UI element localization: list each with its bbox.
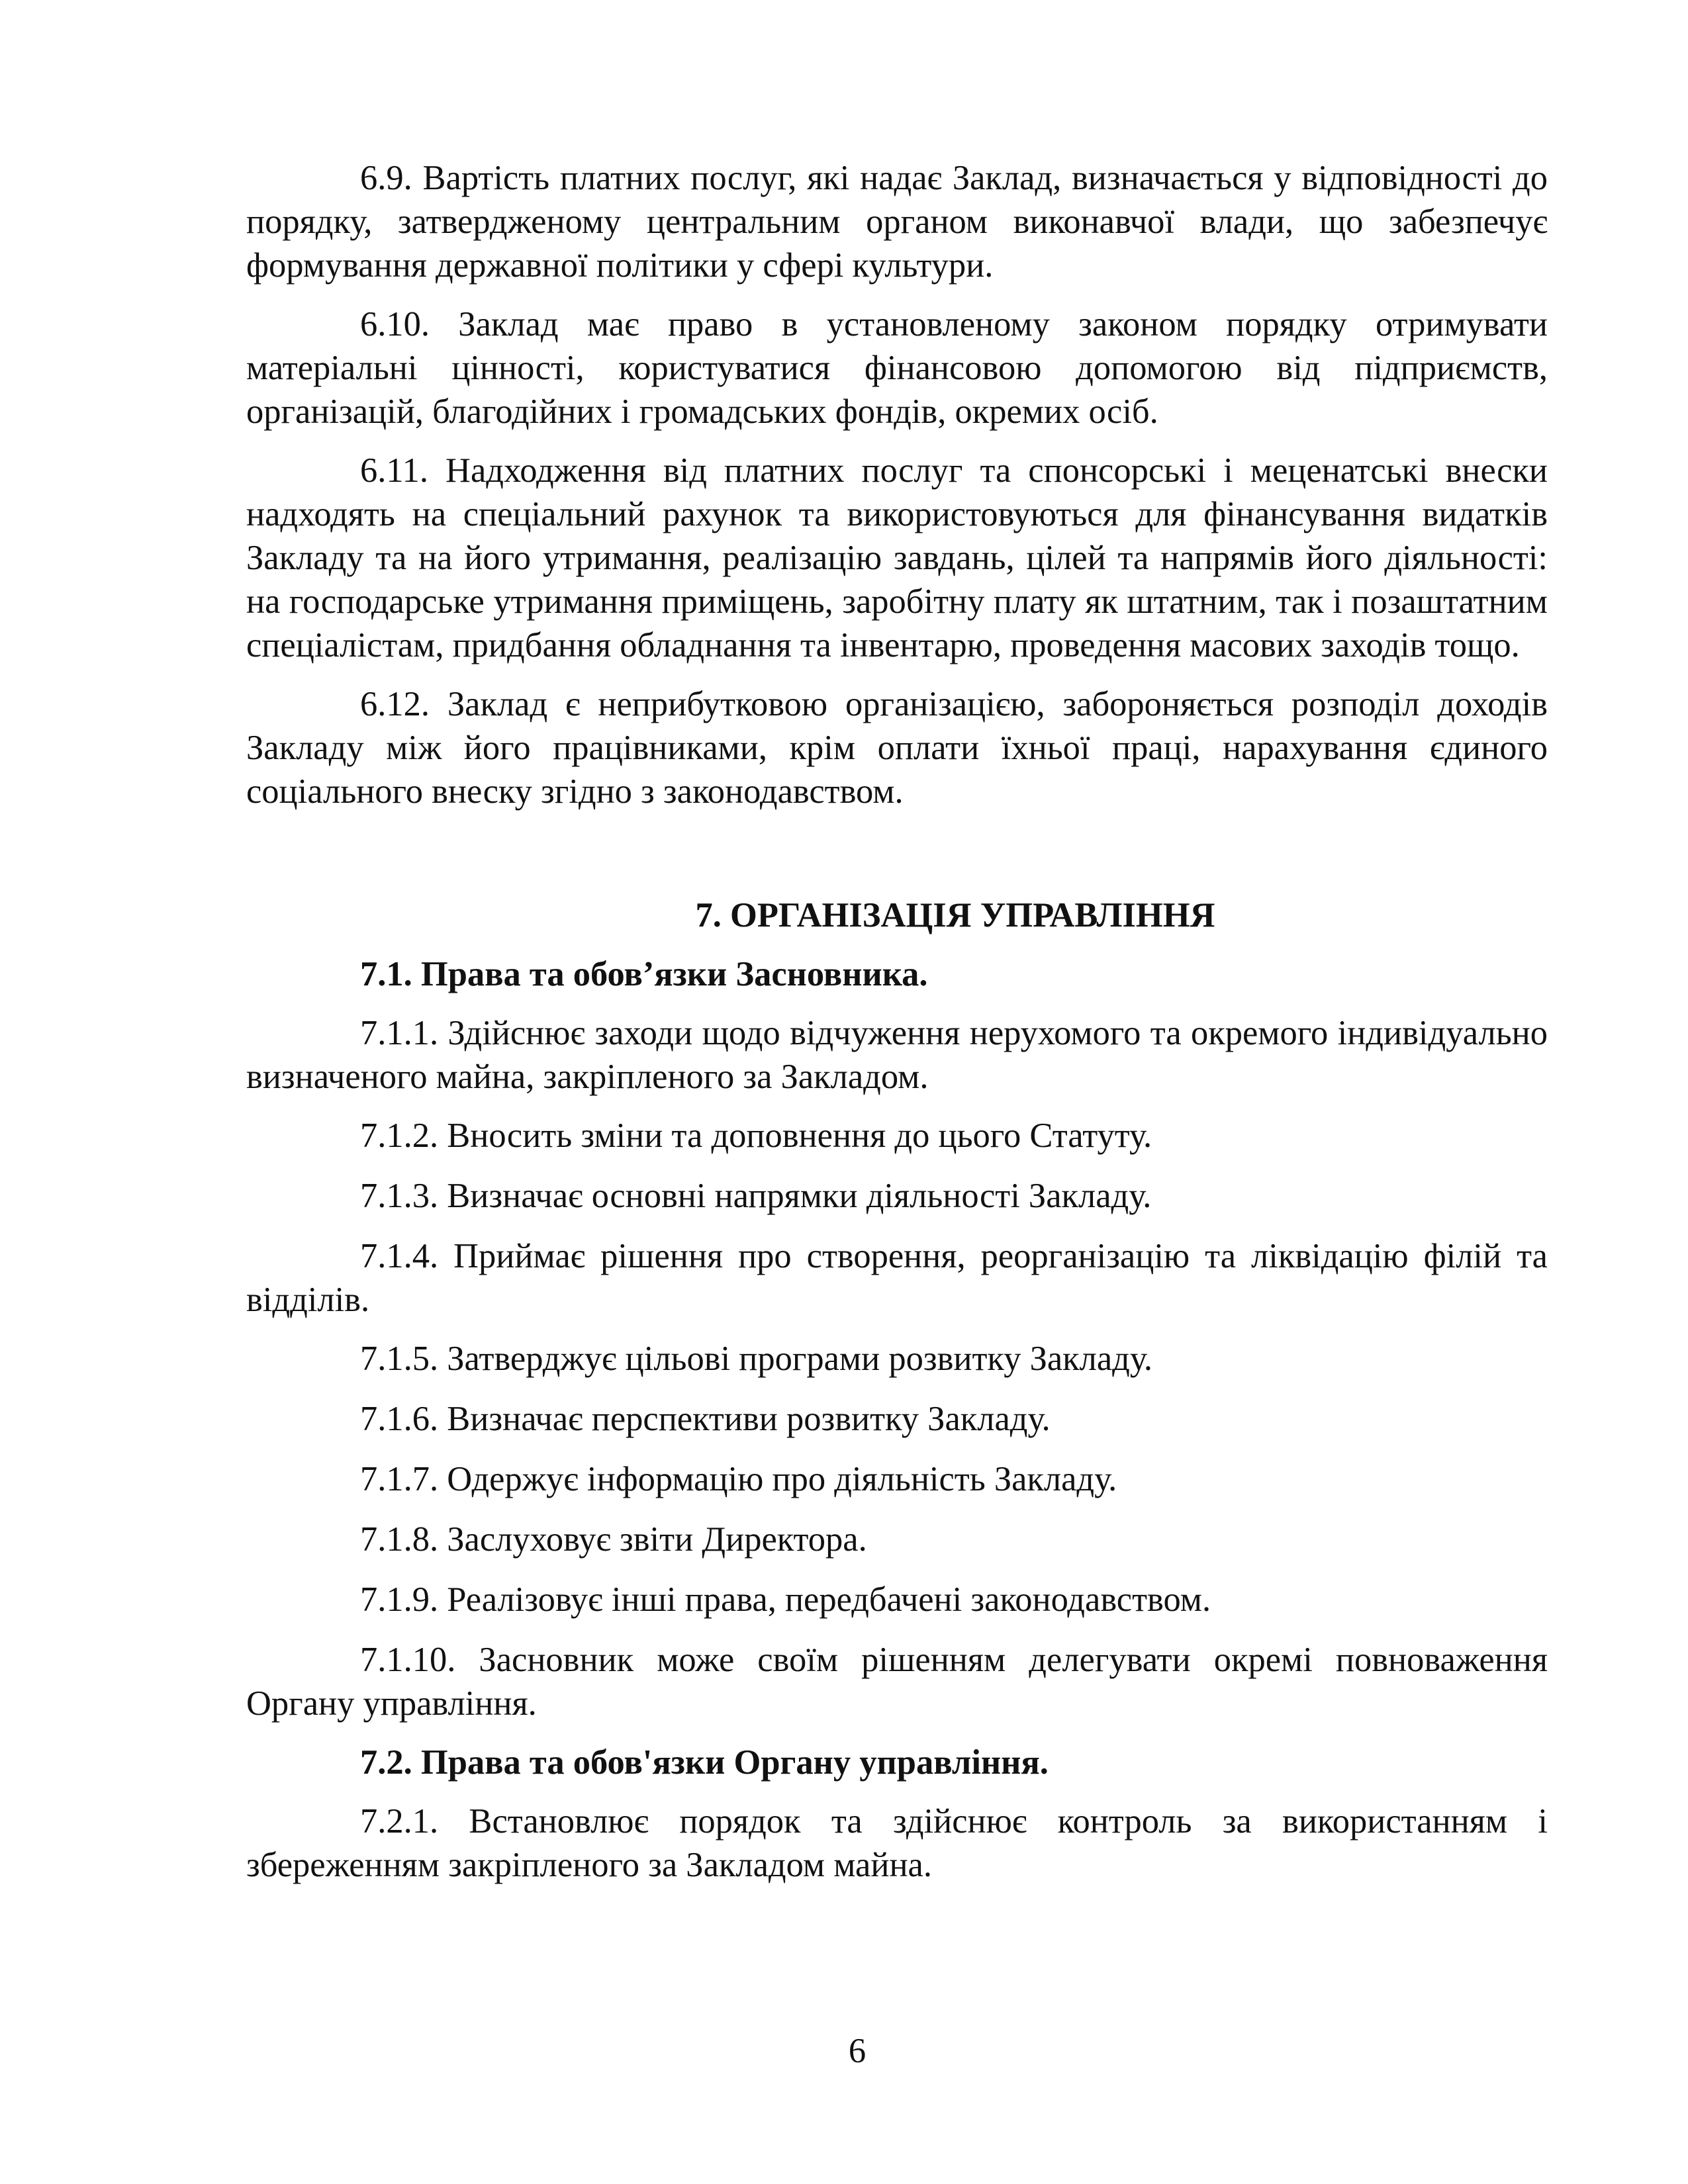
paragraph-7-1-5: 7.1.5. Затверджує цільові програми розвитку Закладу. xyxy=(360,1340,1153,1378)
paragraph-6-9: 6.9. Вартість платних послуг, які надає Заклад, визначається у відповідності до порядку, затвердженому центральним органом виконавчої влади, що забезпечує формування державної політики у сфері культури. xyxy=(246,159,1548,285)
paragraph-6-10: 6.10. Заклад має право в установленому законом порядку отримувати матеріальні цінності, користуватися фінансовою допомогою від підприємств, організацій, благодійних і громадських фондів, окремих осіб. xyxy=(246,305,1548,431)
paragraph-7-1-9: 7.1.9. Реалізовує інші права, передбачені законодавством. xyxy=(360,1580,1211,1619)
paragraph-7-1-10: 7.1.10. Засновник може своїм рішенням делегувати окремі повноваження Органу управління. xyxy=(246,1641,1548,1723)
paragraph-7-1-8: 7.1.8. Заслуховує звіти Директора. xyxy=(360,1520,867,1559)
paragraph-7-1-1: 7.1.1. Здійснює заходи щодо відчуження нерухомого та окремого індивідуально визначеного майна, закріпленого за Закладом. xyxy=(246,1014,1548,1096)
section-spacer xyxy=(246,829,1548,893)
document-page xyxy=(246,156,1548,1902)
paragraph-6-11: 6.11. Надходження від платних послуг та спонсорські і меценатські внески надходять на спеціальний рахунок та використовуються для фінансування видатків Закладу та на його утримання, реалізацію завдань, цілей та напрямів його діяльності: на господарське утримання приміщень, заробітну плату як штатним, так і позаштатним спеціалістам, придбання обладнання та інвентарю, проведення масових заходів тощо. xyxy=(246,451,1548,664)
paragraph-7-1-2: 7.1.2. Вносить зміни та доповнення до цього Статуту. xyxy=(360,1116,1152,1155)
paragraph-7-1-7: 7.1.7. Одержує інформацію про діяльність Закладу. xyxy=(360,1460,1117,1498)
subsection-7-1-heading: 7.1. Права та обов’язки Засновника. xyxy=(360,955,928,993)
paragraph-7-2-1: 7.2.1. Встановлює порядок та здійснює контроль за використанням і збереженням закріпленого за Закладом майна. xyxy=(246,1802,1548,1884)
paragraph-7-1-3: 7.1.3. Визначає основні напрямки діяльності Закладу. xyxy=(360,1177,1152,1215)
paragraph-7-1-6: 7.1.6. Визначає перспективи розвитку Закладу. xyxy=(360,1400,1051,1438)
section-7-heading: 7. ОРГАНІЗАЦІЯ УПРАВЛІННЯ xyxy=(695,896,1215,934)
paragraph-6-12: 6.12. Заклад є неприбутковою організацією, забороняється розподіл доходів Закладу між його працівниками, крім оплати їхньої праці, нарахування єдиного соціального внеску згідно з законодавством. xyxy=(246,685,1548,811)
subsection-7-2-heading: 7.2. Права та обов'язки Органу управління. xyxy=(360,1743,1049,1782)
page-number: 6 xyxy=(848,2032,867,2070)
paragraph-7-1-4: 7.1.4. Приймає рішення про створення, реорганізацію та ліквідацію філій та відділів. xyxy=(246,1237,1548,1319)
